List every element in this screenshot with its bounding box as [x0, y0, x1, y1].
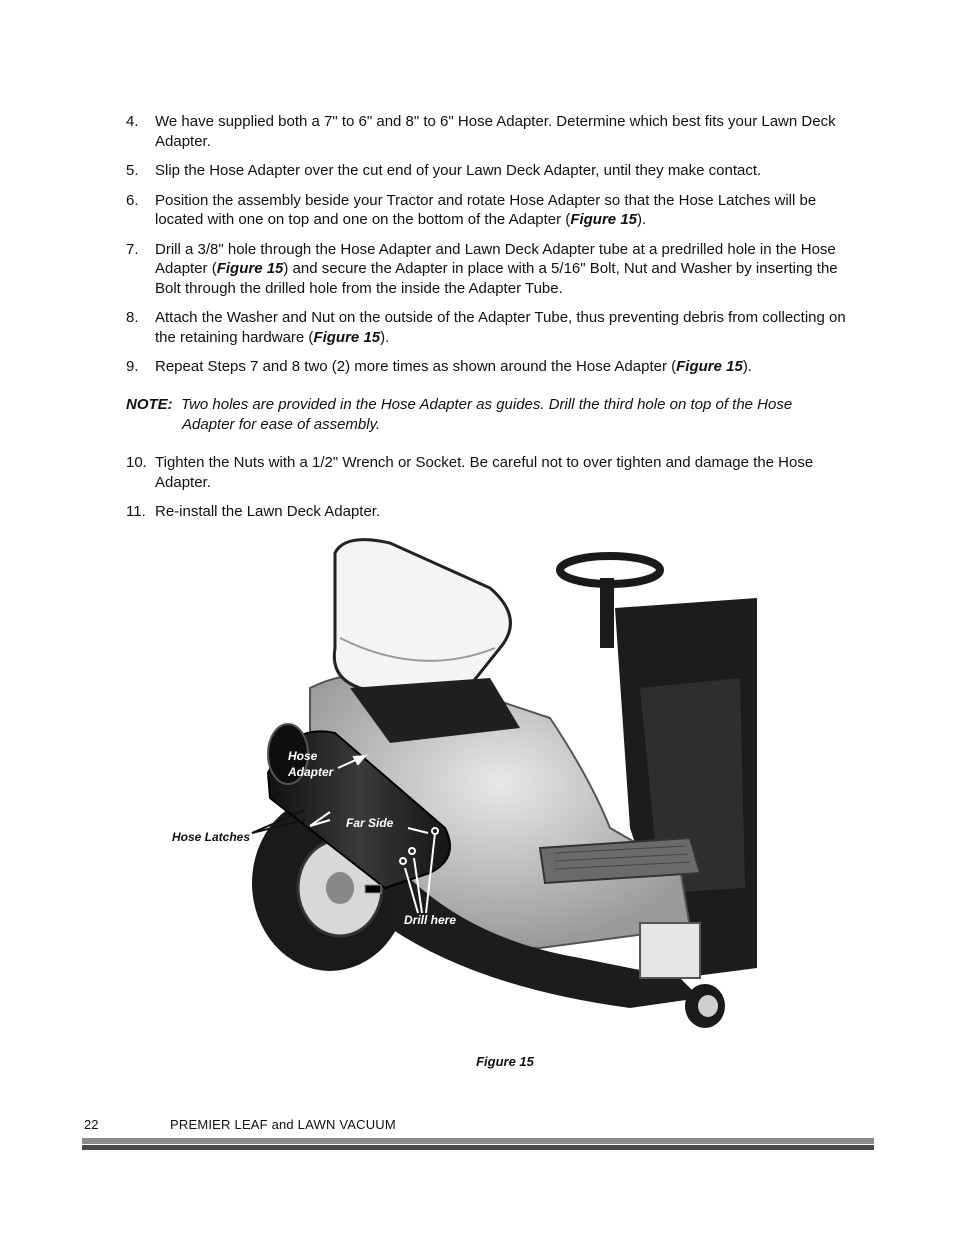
callout-hose-adapter-line1: Hose: [288, 749, 318, 763]
note-text-line1: Two holes are provided in the Hose Adapter as guides. Drill the third hole on top of the Hose: [181, 396, 793, 413]
callout-drill-here: Drill here: [404, 913, 457, 927]
instruction-steps: [126, 112, 866, 387]
page-number: 22: [84, 1117, 99, 1132]
footer-rule-dark: [82, 1145, 874, 1150]
step-text: Repeat Steps 7 and 8 two (2) more times as shown around the Hose Adapter (: [155, 358, 677, 375]
figure-reference: Figure 15: [570, 211, 637, 228]
note-text-line2: Adapter for ease of assembly.: [182, 415, 381, 433]
tractor-figure: [160, 528, 760, 1048]
step-11: [126, 502, 866, 522]
step-number: 10.: [126, 454, 147, 471]
step-5: [126, 161, 866, 181]
step-text: We have supplied both a 7" to 6" and 8" to 6" Hose Adapter. Determine which best fits your Lawn Deck Adapter.: [155, 113, 836, 150]
step-number: 7.: [126, 240, 139, 258]
step-text: Attach the Washer and Nut on the outside of the Adapter Tube, thus preventing debris from collecting on the retaining hardware (: [155, 309, 846, 346]
step-text: Drill a 3/8" hole through the Hose Adapter and Lawn Deck Adapter tube at a predrilled hole in the Hose Adapter (: [155, 240, 836, 277]
step-number: 4.: [126, 113, 139, 130]
step-10: [126, 453, 866, 492]
step-text-end: ).: [380, 328, 390, 346]
step-number: 11.: [126, 503, 146, 520]
step-text: Slip the Hose Adapter over the cut end of your Lawn Deck Adapter, until they make contact.: [155, 162, 762, 179]
figure-caption: Figure 15: [476, 1054, 534, 1069]
step-text-end: ).: [742, 358, 752, 375]
callout-far-side: Far Side: [346, 816, 394, 830]
step-7: [126, 240, 866, 299]
note-label: NOTE:: [126, 396, 173, 413]
footer-rule-light: [82, 1138, 874, 1144]
step-text-end: ) and secure the Adapter in place with a 5/16" Bolt, Nut and Washer by inserting the Bolt through the drilled hole from the inside the Adapter Tube.: [155, 260, 838, 297]
note-block: [126, 395, 866, 434]
step-text: Position the assembly beside your Tractor and rotate Hose Adapter so that the Hose Latches will be located with one on top and one on the bottom of the Adapter (: [155, 191, 817, 228]
step-number: 6.: [126, 191, 139, 209]
figure-reference: Figure 15: [676, 358, 743, 375]
step-text: Tighten the Nuts with a 1/2" Wrench or Socket. Be careful not to over tighten and damage the Hose Adapter.: [155, 454, 814, 491]
step-9: [126, 357, 866, 377]
step-4: [126, 112, 866, 151]
tractor-illustration: [160, 528, 760, 1048]
callout-hose-latches: Hose Latches: [172, 830, 251, 844]
instruction-steps-continued: [126, 453, 866, 532]
figure-reference: Figure 15: [216, 260, 284, 277]
step-8: [126, 308, 866, 347]
step-number: 9.: [126, 358, 139, 375]
callout-hose-adapter-line2: Adapter: [288, 765, 334, 779]
step-6: [126, 191, 866, 230]
step-number: 8.: [126, 309, 139, 326]
figure-reference: Figure 15: [313, 328, 381, 346]
step-number: 5.: [126, 162, 139, 179]
step-text: Re-install the Lawn Deck Adapter.: [155, 503, 381, 520]
footer-title: PREMIER LEAF and LAWN VACUUM: [170, 1117, 396, 1132]
step-text-end: ).: [637, 211, 647, 228]
